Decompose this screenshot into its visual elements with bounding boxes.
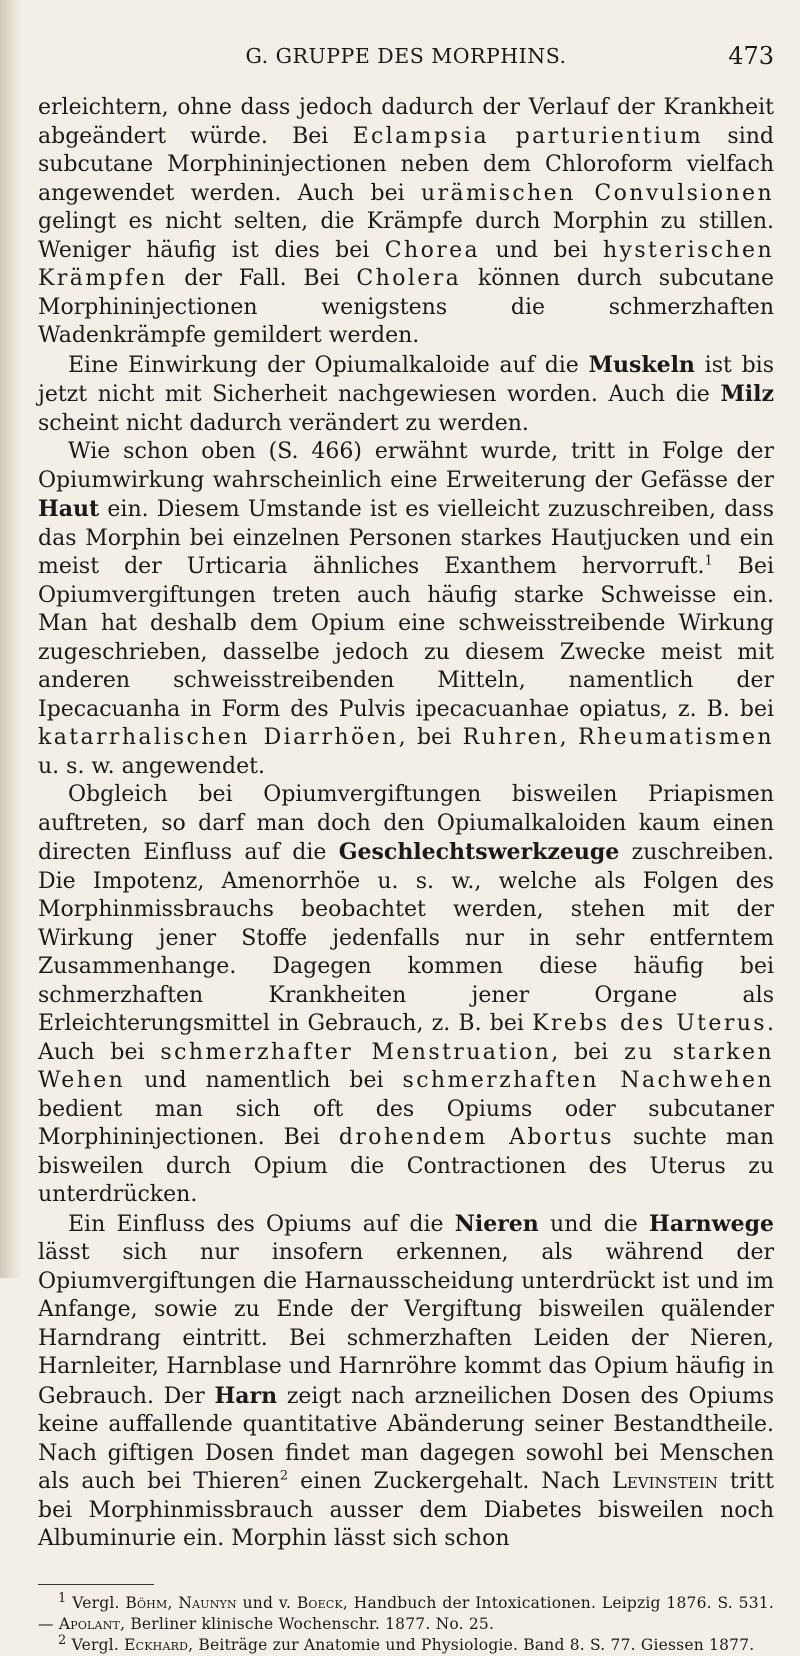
- text-run: Obgleich bei Opiumvergiftungen bisweilen Priapismen auftreten, so darf man doch den Opiumalkaloiden kaum einen directen Einfluss auf die: [38, 782, 774, 865]
- bold-term: Nieren: [454, 1210, 539, 1237]
- text-run: ein. Diesem Umstande ist es vielleicht zuzuschreiben, dass das Morphin bei einzelnen Personen starkes Hautjucken und ein meist der Urticaria ähnliches Exanthem hervorruft.: [38, 497, 774, 579]
- footnote-rule: [38, 1584, 154, 1585]
- running-header: [38, 40, 774, 74]
- footnotes: [38, 1590, 774, 1656]
- bold-term: Harn: [214, 1382, 278, 1409]
- text-run: bedient man sich oft des Opiums oder subcutaner Morphininjectionen. Bei: [38, 1096, 774, 1150]
- paragraph-5: [38, 1210, 774, 1554]
- text-run: zeigt nach arzneilichen Dosen des Opiums keine auffallende quantitative Abänderung seiner Bestandtheile. Nach giftigen Dosen findet man dagegen sowohl bei Menschen als auch bei Thieren: [38, 1383, 774, 1494]
- text-run: u. s. w. angewendet.: [38, 753, 265, 779]
- spaced-term: hysterischen Krämpfen: [38, 237, 775, 291]
- body-text: [38, 94, 774, 1554]
- spaced-term: Krebs des Uterus: [532, 1011, 767, 1036]
- spaced-term: drohendem Abortus: [338, 1125, 614, 1150]
- text-run: und namentlich bei: [125, 1068, 403, 1093]
- text-run: und die: [538, 1211, 650, 1237]
- spaced-term: schmerzhaften Nachwehen: [402, 1068, 774, 1093]
- footnote-marker: 1: [58, 1590, 67, 1606]
- text-run: , bei: [551, 1039, 625, 1065]
- bold-term: Geschlechtswerkzeuge: [338, 839, 620, 865]
- paragraph-4: [38, 781, 774, 1210]
- author-name: Eckhard: [124, 1635, 189, 1654]
- paragraph-1: [38, 94, 774, 351]
- spaced-term: schmerzhafter Menstruation: [160, 1039, 552, 1065]
- text-run: und v.: [236, 1593, 297, 1612]
- text-run: ,: [167, 1593, 179, 1612]
- text-run: suchte man bisweilen durch Opium die Contractionen des Uterus zu unterdrücken.: [38, 1125, 774, 1207]
- text-run: scheint nicht dadurch verändert zu werden.: [38, 410, 529, 436]
- text-run: , Berliner klinische Wochenschr. 1877. No. 25.: [120, 1614, 495, 1633]
- text-run: sind subcutane Morphininjectionen neben dem Chloroform vielfach angewendet werden. Auch bei: [38, 123, 774, 206]
- book-page: [38, 40, 774, 1656]
- paragraph-2: [38, 351, 774, 439]
- text-run: gelingt es nicht selten, die Krämpfe durch Morphin zu stillen. Weniger häufig ist dies bei: [38, 209, 774, 263]
- author-name: Naunyn: [178, 1593, 237, 1612]
- text-run: Wie schon oben (S. 466) erwähnt wurde, tritt in Folge der Opiumwirkung wahrscheinlich eine Erweiterung der Gefässe der: [38, 439, 774, 493]
- footnote-marker: 2: [279, 1468, 289, 1484]
- spaced-term: zu starken Wehen: [38, 1039, 774, 1093]
- spaced-term: Rheumatismen: [578, 725, 774, 750]
- footnote-marker: 1: [704, 553, 713, 569]
- text-run: einen Zuckergehalt. Nach: [288, 1469, 613, 1494]
- running-title: G. GRUPPE DES MORPHINS.: [245, 44, 567, 68]
- spaced-term: Ruhren: [462, 725, 560, 750]
- text-run: tritt bei Morphinmissbrauch ausser dem Diabetes bisweilen noch Albuminurie ein. Morphin lässt sich schon: [38, 1469, 774, 1551]
- text-run: Bei Opiumvergiftungen treten auch häufig starke Schweisse ein. Man hat deshalb dem Opium eine schweisstreibende Wirkung zugeschrieben, dasselbe jedoch zu diesem Zwecke meist mit anderen schweisstreibenden Mitteln, namentlich der Ipecacuanha in Form des Pulvis ipecacuanhae opiatus, z. B. bei: [38, 554, 774, 722]
- text-run: , bei: [398, 725, 463, 750]
- text-run: Vergl.: [66, 1635, 125, 1654]
- text-run: können durch subcutane Morphininjectionen wenigstens die schmerzhaften Wadenkrämpfe gemildert werden.: [38, 266, 774, 348]
- text-run: , Handbuch der Intoxicationen. Leipzig 1876. S. 531. —: [38, 1593, 774, 1633]
- text-run: der Fall. Bei: [167, 266, 357, 291]
- text-run: ist bis jetzt nicht mit Sicherheit nachgewiesen worden. Auch die: [38, 352, 774, 407]
- author-name: Apolant: [58, 1614, 121, 1633]
- bold-term: Haut: [38, 496, 100, 522]
- author-name: Böhm: [125, 1593, 168, 1612]
- footnote-1: [38, 1590, 774, 1635]
- paragraph-3: [38, 438, 774, 781]
- text-run: Eine Einwirkung der Opiumalkaloide auf die: [68, 352, 589, 378]
- spaced-term: Cholera: [356, 266, 462, 291]
- page-number: 473: [728, 42, 774, 70]
- text-run: lässt sich nur insofern erkennen, als während der Opiumvergiftungen die Harnausscheidung unterdrückt ist und im Anfange, sowie zu Ende der Vergiftung bisweilen quälender Harndrang eintritt. Bei schmerzhaften Leiden der Nieren, Harnleiter, Harnblase und Harnröhre kommt das Opium häufig in Gebrauch. Der: [38, 1240, 774, 1409]
- bold-term: Harnwege: [649, 1210, 774, 1237]
- spaced-term: urämischen Convulsionen: [421, 180, 775, 206]
- spaced-term: katarrhalischen Diarrhöen: [38, 725, 399, 750]
- text-run: erleichtern, ohne dass jedoch dadurch der Verlauf der Krankheit abgeändert würde. Bei: [38, 95, 774, 149]
- author-name: Boeck: [296, 1593, 343, 1612]
- text-run: Vergl.: [66, 1593, 126, 1612]
- spaced-term: Chorea: [384, 237, 481, 263]
- text-run: ,: [559, 725, 579, 750]
- footnote-2: [38, 1632, 774, 1656]
- author-name: Levinstein: [612, 1469, 718, 1494]
- spaced-term: Eclampsia parturientium: [352, 123, 704, 149]
- text-run: . Auch bei: [38, 1011, 774, 1065]
- book-spine-shadow: [0, 0, 22, 1278]
- footnote-marker: 2: [58, 1632, 67, 1648]
- text-run: zuschreiben. Die Impotenz, Amenorrhöe u. s. w., welche als Folgen des Morphinmissbrauchs beobachtet werden, stehen mit der Wirkung jener Stoffe jedenfalls nur in sehr entferntem Zusammenhange. Dagegen kommen diese häufig bei schmerzhaften Krankheiten jener Organe als Erleichterungsmittel in Gebrauch, z. B. bei: [38, 840, 774, 1036]
- bold-term: Milz: [720, 381, 774, 407]
- text-run: Ein Einfluss des Opiums auf die: [68, 1211, 455, 1237]
- text-run: und bei: [480, 237, 603, 263]
- bold-term: Muskeln: [588, 351, 695, 378]
- text-run: , Beiträge zur Anatomie und Physiologie. Band 8. S. 77. Giessen 1877.: [188, 1635, 755, 1654]
